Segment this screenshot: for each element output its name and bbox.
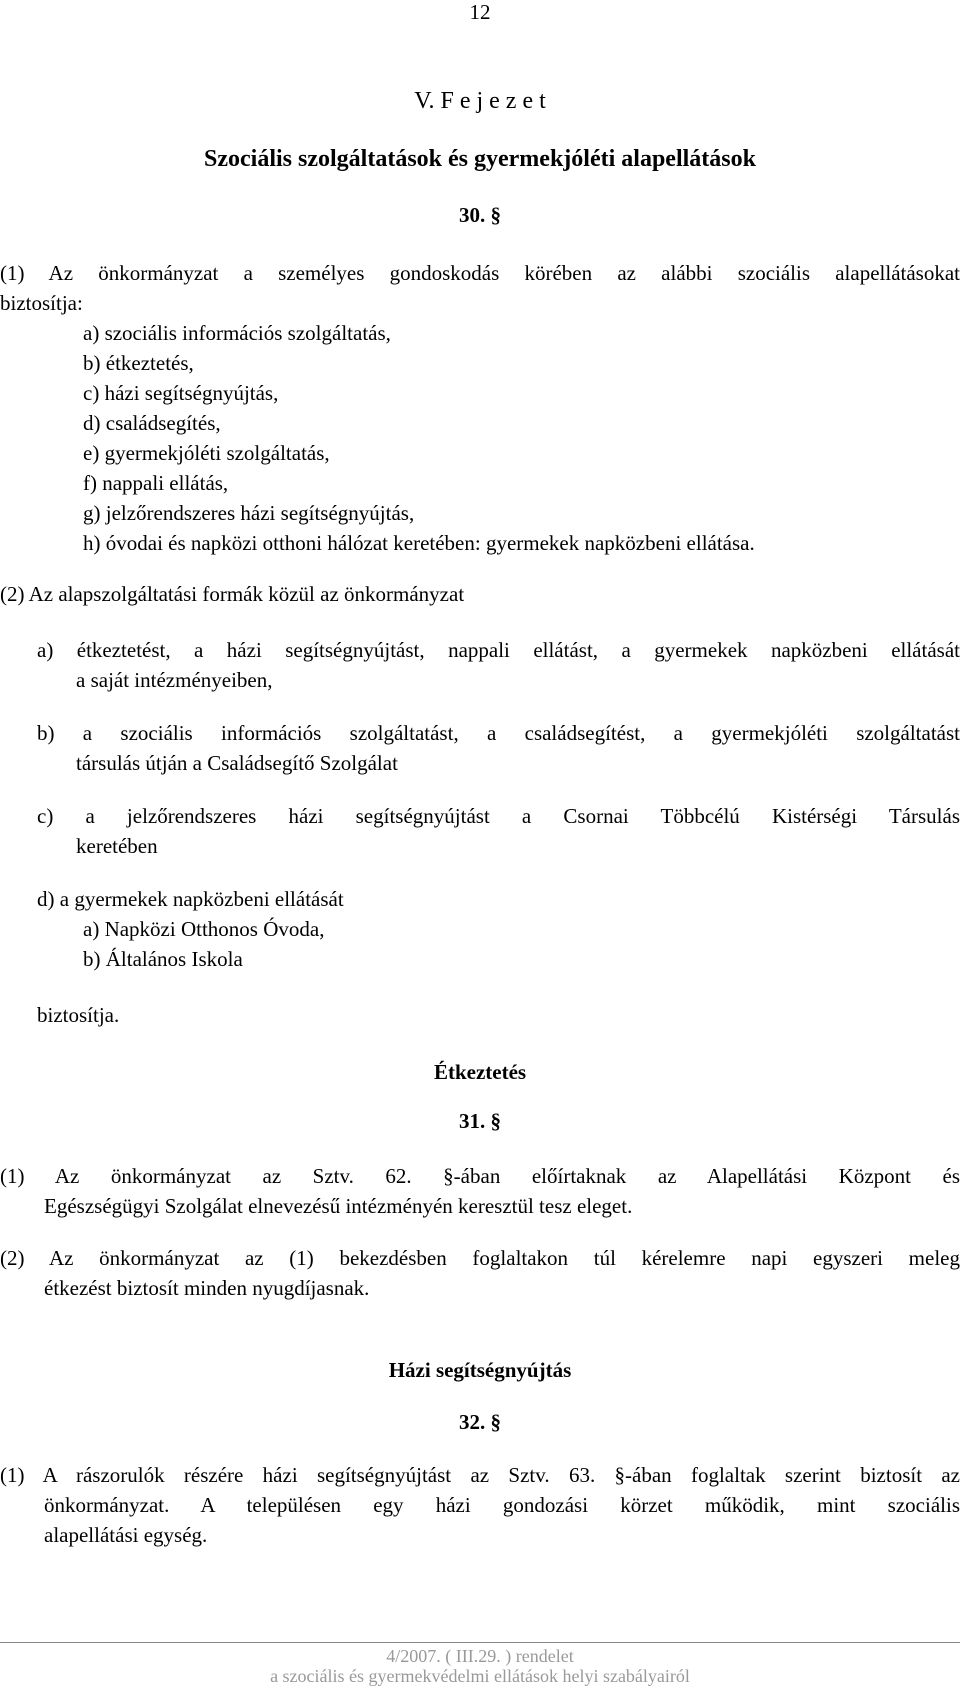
s31-p2-line1: (2) Az önkormányzat az (1) bekezdésben foglaltakon túl kérelemre napi egyszeri meleg — [0, 1246, 960, 1270]
footer-line2: a szociális és gyermekvédelmi ellátások helyi szabályairól — [270, 1666, 690, 1686]
s30-b-line2: társulás útján a Családsegítő Szolgálat — [76, 751, 398, 775]
s30-a-line1: a) étkeztetést, a házi segítségnyújtást, nappali ellátást, a gyermekek napközbeni ellátását — [37, 638, 960, 662]
s30-c-line2: keretében — [76, 834, 158, 858]
hazi-title: Házi segítségnyújtás — [388, 1358, 572, 1382]
s30-p2: (2) Az alapszolgáltatási formák közül az önkormányzat — [0, 582, 465, 606]
s32-p1-line2: önkormányzat. A településen egy házi gondozási körzet működik, mint szociális — [44, 1493, 960, 1517]
section-32-heading: 32. § — [459, 1410, 501, 1434]
s30-d-line1: d) a gyermekek napközbeni ellátását — [37, 887, 344, 911]
s30-a-line2: a saját intézményeiben, — [76, 668, 273, 692]
list-item: f) nappali ellátás, — [83, 471, 229, 495]
s30-d-sub1: a) Napközi Otthonos Óvoda, — [83, 917, 325, 941]
footer-line1: 4/2007. ( III.29. ) rendelet — [386, 1646, 574, 1666]
footer-divider — [0, 1642, 960, 1643]
s31-p2-line2: étkezést biztosít minden nyugdíjasnak. — [44, 1276, 370, 1300]
list-item: a) szociális információs szolgáltatás, — [83, 321, 391, 345]
s31-p1-line1: (1) Az önkormányzat az Sztv. 62. §-ában előírtaknak az Alapellátási Központ és — [0, 1164, 960, 1188]
section-30-heading: 30. § — [459, 203, 501, 227]
section-31-heading: 31. § — [459, 1109, 501, 1133]
list-item: e) gyermekjóléti szolgáltatás, — [83, 441, 330, 465]
etkeztetes-title: Étkeztetés — [433, 1060, 527, 1084]
page-number: 12 — [469, 0, 491, 24]
s32-p1-line3: alapellátási egység. — [44, 1523, 208, 1547]
s30-b-line1: b) a szociális információs szolgáltatást, a családsegítést, a gyermekjóléti szolgáltatást — [37, 721, 960, 745]
s30-closing: biztosítja. — [37, 1003, 120, 1027]
s30-c-line1: c) a jelzőrendszeres házi segítségnyújtást a Csornai Többcélú Kistérségi Társulás — [37, 804, 960, 828]
s30-p1-line2: biztosítja: — [0, 291, 83, 315]
list-item: c) házi segítségnyújtás, — [83, 381, 279, 405]
list-item: b) étkeztetés, — [83, 351, 194, 375]
s30-p1-line1: (1) Az önkormányzat a személyes gondoskodás körében az alábbi szociális alapellátásokat — [0, 261, 960, 285]
s32-p1-line1: (1) A rászorulók részére házi segítségnyújtást az Sztv. 63. §-ában foglaltak szerint biztosít az — [0, 1463, 960, 1487]
list-item: d) családsegítés, — [83, 411, 221, 435]
s30-d-sub2: b) Általános Iskola — [83, 947, 243, 971]
chapter-subtitle: Szociális szolgáltatások és gyermekjóléti alapellátások — [204, 146, 756, 172]
list-item: g) jelzőrendszeres házi segítségnyújtás, — [83, 501, 415, 525]
s31-p1-line2: Egészségügyi Szolgálat elnevezésű intézményén keresztül tesz eleget. — [44, 1194, 633, 1218]
chapter-title: V. F e j e z e t — [414, 88, 546, 114]
list-item: h) óvodai és napközi otthoni hálózat keretében: gyermekek napközbeni ellátása. — [83, 531, 755, 555]
